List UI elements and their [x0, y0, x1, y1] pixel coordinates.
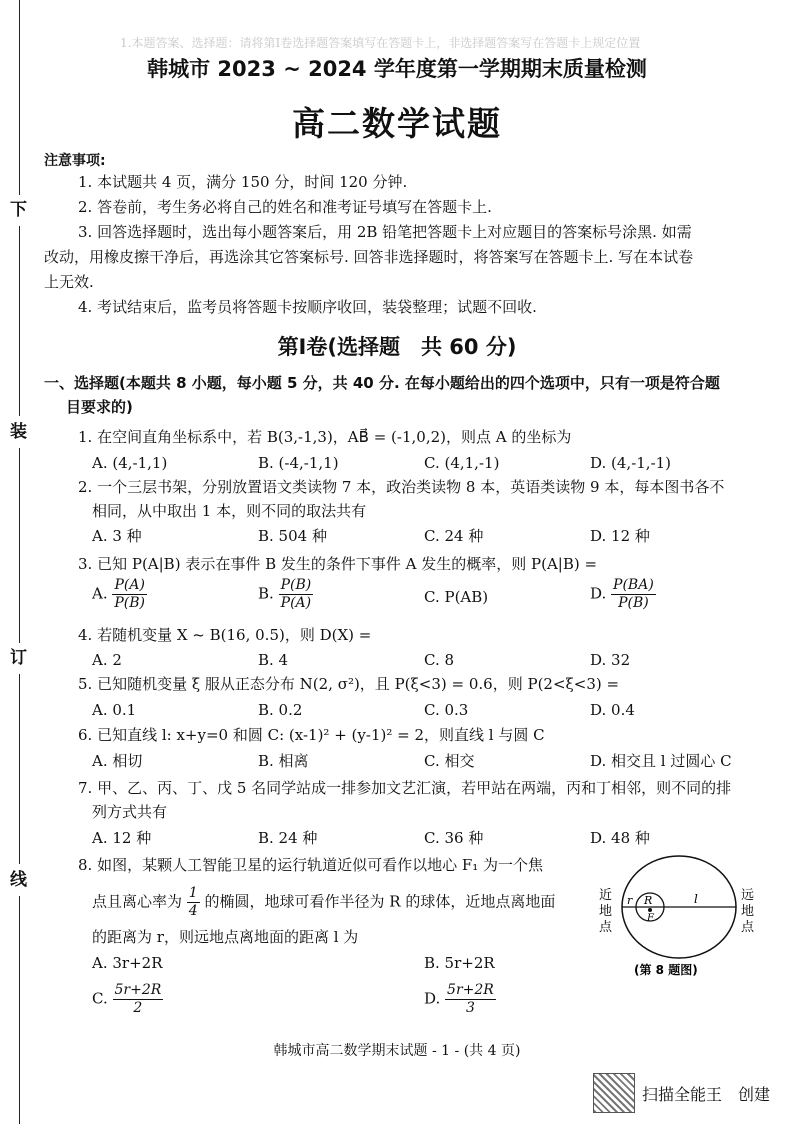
r-label: r	[627, 894, 633, 907]
option-label: D.	[424, 989, 441, 1008]
numerator: P(A)	[112, 577, 147, 595]
far-label: 地	[741, 904, 755, 919]
far-label: 远	[741, 888, 755, 903]
near-label: 地	[599, 904, 613, 919]
figure-caption: (第 8 题图)	[634, 963, 698, 977]
question-8-stem: 8. 如图，某颗人工智能卫星的运行轨道近似可看作以地心 F₁ 为一个焦	[78, 856, 544, 874]
note-item: 4. 考试结束后，监考员将答题卡按顺序收回，装袋整理；试题不回收.	[78, 298, 537, 316]
question-7-stem-cont: 列方式共有	[92, 803, 168, 821]
F-label: F	[647, 913, 654, 924]
numerator: 5r+2R	[114, 982, 162, 998]
exam-title: 高二数学试题	[292, 104, 502, 143]
numerator: P(B)	[280, 577, 312, 593]
part-heading-line: 一、选择题(本题共 8 小题，每小题 5 分，共 40 分. 在每小题给出的四个选项中，只有一项是符合题	[44, 374, 720, 392]
question-7-stem: 7. 甲、乙、丙、丁、戊 5 名同学站成一排参加文艺汇演，若甲站在两端，丙和丁相邻，则不同的排	[78, 779, 732, 797]
question-1-stem: 1. 在空间直角坐标系中，若 B(3,-1,3)，AB⃗ = (-1,0,2)，则点 A 的坐标为	[78, 428, 572, 446]
exam-header: 韩城市 2023 ~ 2024 学年度第一学期期末质量检测	[147, 57, 647, 81]
focus-point	[648, 908, 652, 912]
margin-char-ding: 订	[10, 648, 27, 668]
notes-heading: 注意事项:	[44, 153, 106, 169]
denominator: 3	[465, 1000, 475, 1016]
option-label: A.	[92, 584, 108, 603]
question-2-stem-cont: 相同，从中取出 1 本，则不同的取法共有	[92, 502, 367, 520]
note-item: 2. 答卷前，考生务必将自己的姓名和准考证号填写在答题卡上.	[78, 198, 492, 216]
stem-text: 点且离心率为	[92, 892, 183, 911]
note-item: 3. 回答选择题时，选出每小题答案后，用 2B 铅笔把答题卡上对应题目的答案标号涂黑. 如需	[78, 223, 692, 241]
part-heading	[44, 371, 754, 419]
qr-logo-icon	[593, 1073, 635, 1113]
option-label: C.	[92, 989, 108, 1008]
option-label: D.	[590, 584, 607, 603]
q8-option-a: A. 3r+2R	[92, 954, 163, 972]
q3-option-a	[92, 577, 147, 612]
near-label: 点	[599, 920, 613, 935]
q2-option-c: C. 24 种	[424, 527, 484, 545]
binding-line	[19, 448, 20, 643]
q1-option-a: A. (4,-1,1)	[92, 454, 168, 472]
q8-option-b: B. 5r+2R	[424, 954, 495, 972]
q7-option-b: B. 24 种	[258, 829, 318, 847]
orbit-figure	[598, 852, 758, 982]
fraction	[611, 577, 656, 612]
denominator: P(B)	[114, 595, 146, 611]
q2-option-a: A. 3 种	[92, 527, 142, 545]
numerator: P(BA)	[613, 577, 654, 593]
question-4-stem: 4. 若随机变量 X ~ B(16, 0.5)，则 D(X) =	[78, 626, 372, 644]
option-label: B.	[258, 584, 274, 603]
numerator: 1	[188, 885, 198, 901]
margin-char-xian: 线	[10, 870, 27, 890]
q4-option-b: B. 4	[258, 651, 289, 669]
scanner-watermark: 扫描全能王 创建	[642, 1085, 771, 1104]
q7-option-a: A. 12 种	[92, 829, 152, 847]
R-label: R	[644, 894, 653, 907]
fraction	[187, 885, 200, 920]
numerator: 5r+2R	[447, 982, 494, 998]
q4-option-c: C. 8	[424, 651, 455, 669]
note-item: 上无效.	[44, 273, 94, 291]
question-8-stem-cont: 的距离为 r，则远地点离地面的距离 l 为	[92, 928, 359, 946]
question-3-stem: 3. 已知 P(A|B) 表示在事件 B 发生的条件下事件 A 发生的概率，则 P(A|B) =	[78, 555, 598, 573]
q7-option-c: C. 36 种	[424, 829, 484, 847]
q4-option-d: D. 32	[590, 651, 631, 669]
q5-option-c: C. 0.3	[424, 701, 469, 719]
far-label: 点	[741, 920, 755, 935]
q6-option-d: D. 相交且 l 过圆心 C	[590, 752, 732, 770]
denominator: 4	[188, 903, 198, 919]
l-label: l	[694, 892, 698, 906]
q5-option-b: B. 0.2	[258, 701, 303, 719]
q6-option-b: B. 相离	[258, 752, 309, 770]
q3-option-d	[590, 577, 656, 612]
q8-option-c	[92, 982, 163, 1017]
q7-option-d: D. 48 种	[590, 829, 650, 847]
bleed-through-text: 1.本题答案、选择题：请将第Ⅰ卷选择题答案填写在答题卡上，非选择题答案写在答题卡上规定位置	[120, 36, 641, 50]
near-label: 近	[599, 888, 613, 903]
q2-option-b: B. 504 种	[258, 527, 327, 545]
denominator: P(A)	[280, 595, 312, 611]
q2-option-d: D. 12 种	[590, 527, 650, 545]
part-heading-line: 目要求的)	[66, 398, 133, 416]
q3-option-b	[258, 577, 313, 612]
note-item: 改动，用橡皮擦干净后，再选涂其它答案标号. 回答非选择题时，将答案写在答题卡上. 写在本试卷	[44, 248, 694, 266]
question-5-stem: 5. 已知随机变量 ξ 服从正态分布 N(2, σ²)，且 P(ξ<3) = 0.6，则 P(2<ξ<3) =	[78, 675, 620, 693]
binding-line	[19, 896, 20, 1124]
denominator: 2	[133, 1000, 143, 1016]
q4-option-a: A. 2	[92, 651, 122, 669]
page-footer: 韩城市高二数学期末试题 - 1 - (共 4 页)	[273, 1043, 521, 1059]
q6-option-a: A. 相切	[92, 752, 143, 770]
question-8-stem-cont	[92, 885, 555, 920]
note-item: 1. 本试题共 4 页，满分 150 分，时间 120 分钟.	[78, 173, 408, 191]
q1-option-c: C. (4,1,-1)	[424, 454, 500, 472]
q5-option-d: D. 0.4	[590, 701, 635, 719]
q5-option-a: A. 0.1	[92, 701, 137, 719]
section-title: 第Ⅰ卷(选择题 共 60 分)	[277, 335, 517, 359]
fraction	[445, 982, 496, 1017]
fraction	[113, 982, 164, 1017]
question-2-stem: 2. 一个三层书架，分别放置语文类读物 7 本，政治类读物 8 本，英语类读物 9 本，每本图书各不	[78, 478, 725, 496]
q8-option-d	[424, 982, 496, 1017]
q1-option-d: D. (4,-1,-1)	[590, 454, 672, 472]
binding-line	[19, 226, 20, 416]
q1-option-b: B. (-4,-1,1)	[258, 454, 339, 472]
denominator: P(B)	[618, 595, 649, 611]
fraction	[279, 577, 314, 612]
question-6-stem: 6. 已知直线 l: x+y=0 和圆 C: (x-1)² + (y-1)² = 2，则直线 l 与圆 C	[78, 726, 545, 744]
q6-option-c: C. 相交	[424, 752, 475, 770]
stem-text: 的椭圆，地球可看作半径为 R 的球体，近地点离地面	[204, 892, 556, 911]
margin-char-xia: 下	[10, 200, 27, 220]
binding-line	[19, 674, 20, 864]
q3-option-c: C. P(AB)	[424, 588, 489, 606]
fraction	[112, 577, 147, 612]
margin-char-zhuang: 装	[10, 422, 27, 442]
